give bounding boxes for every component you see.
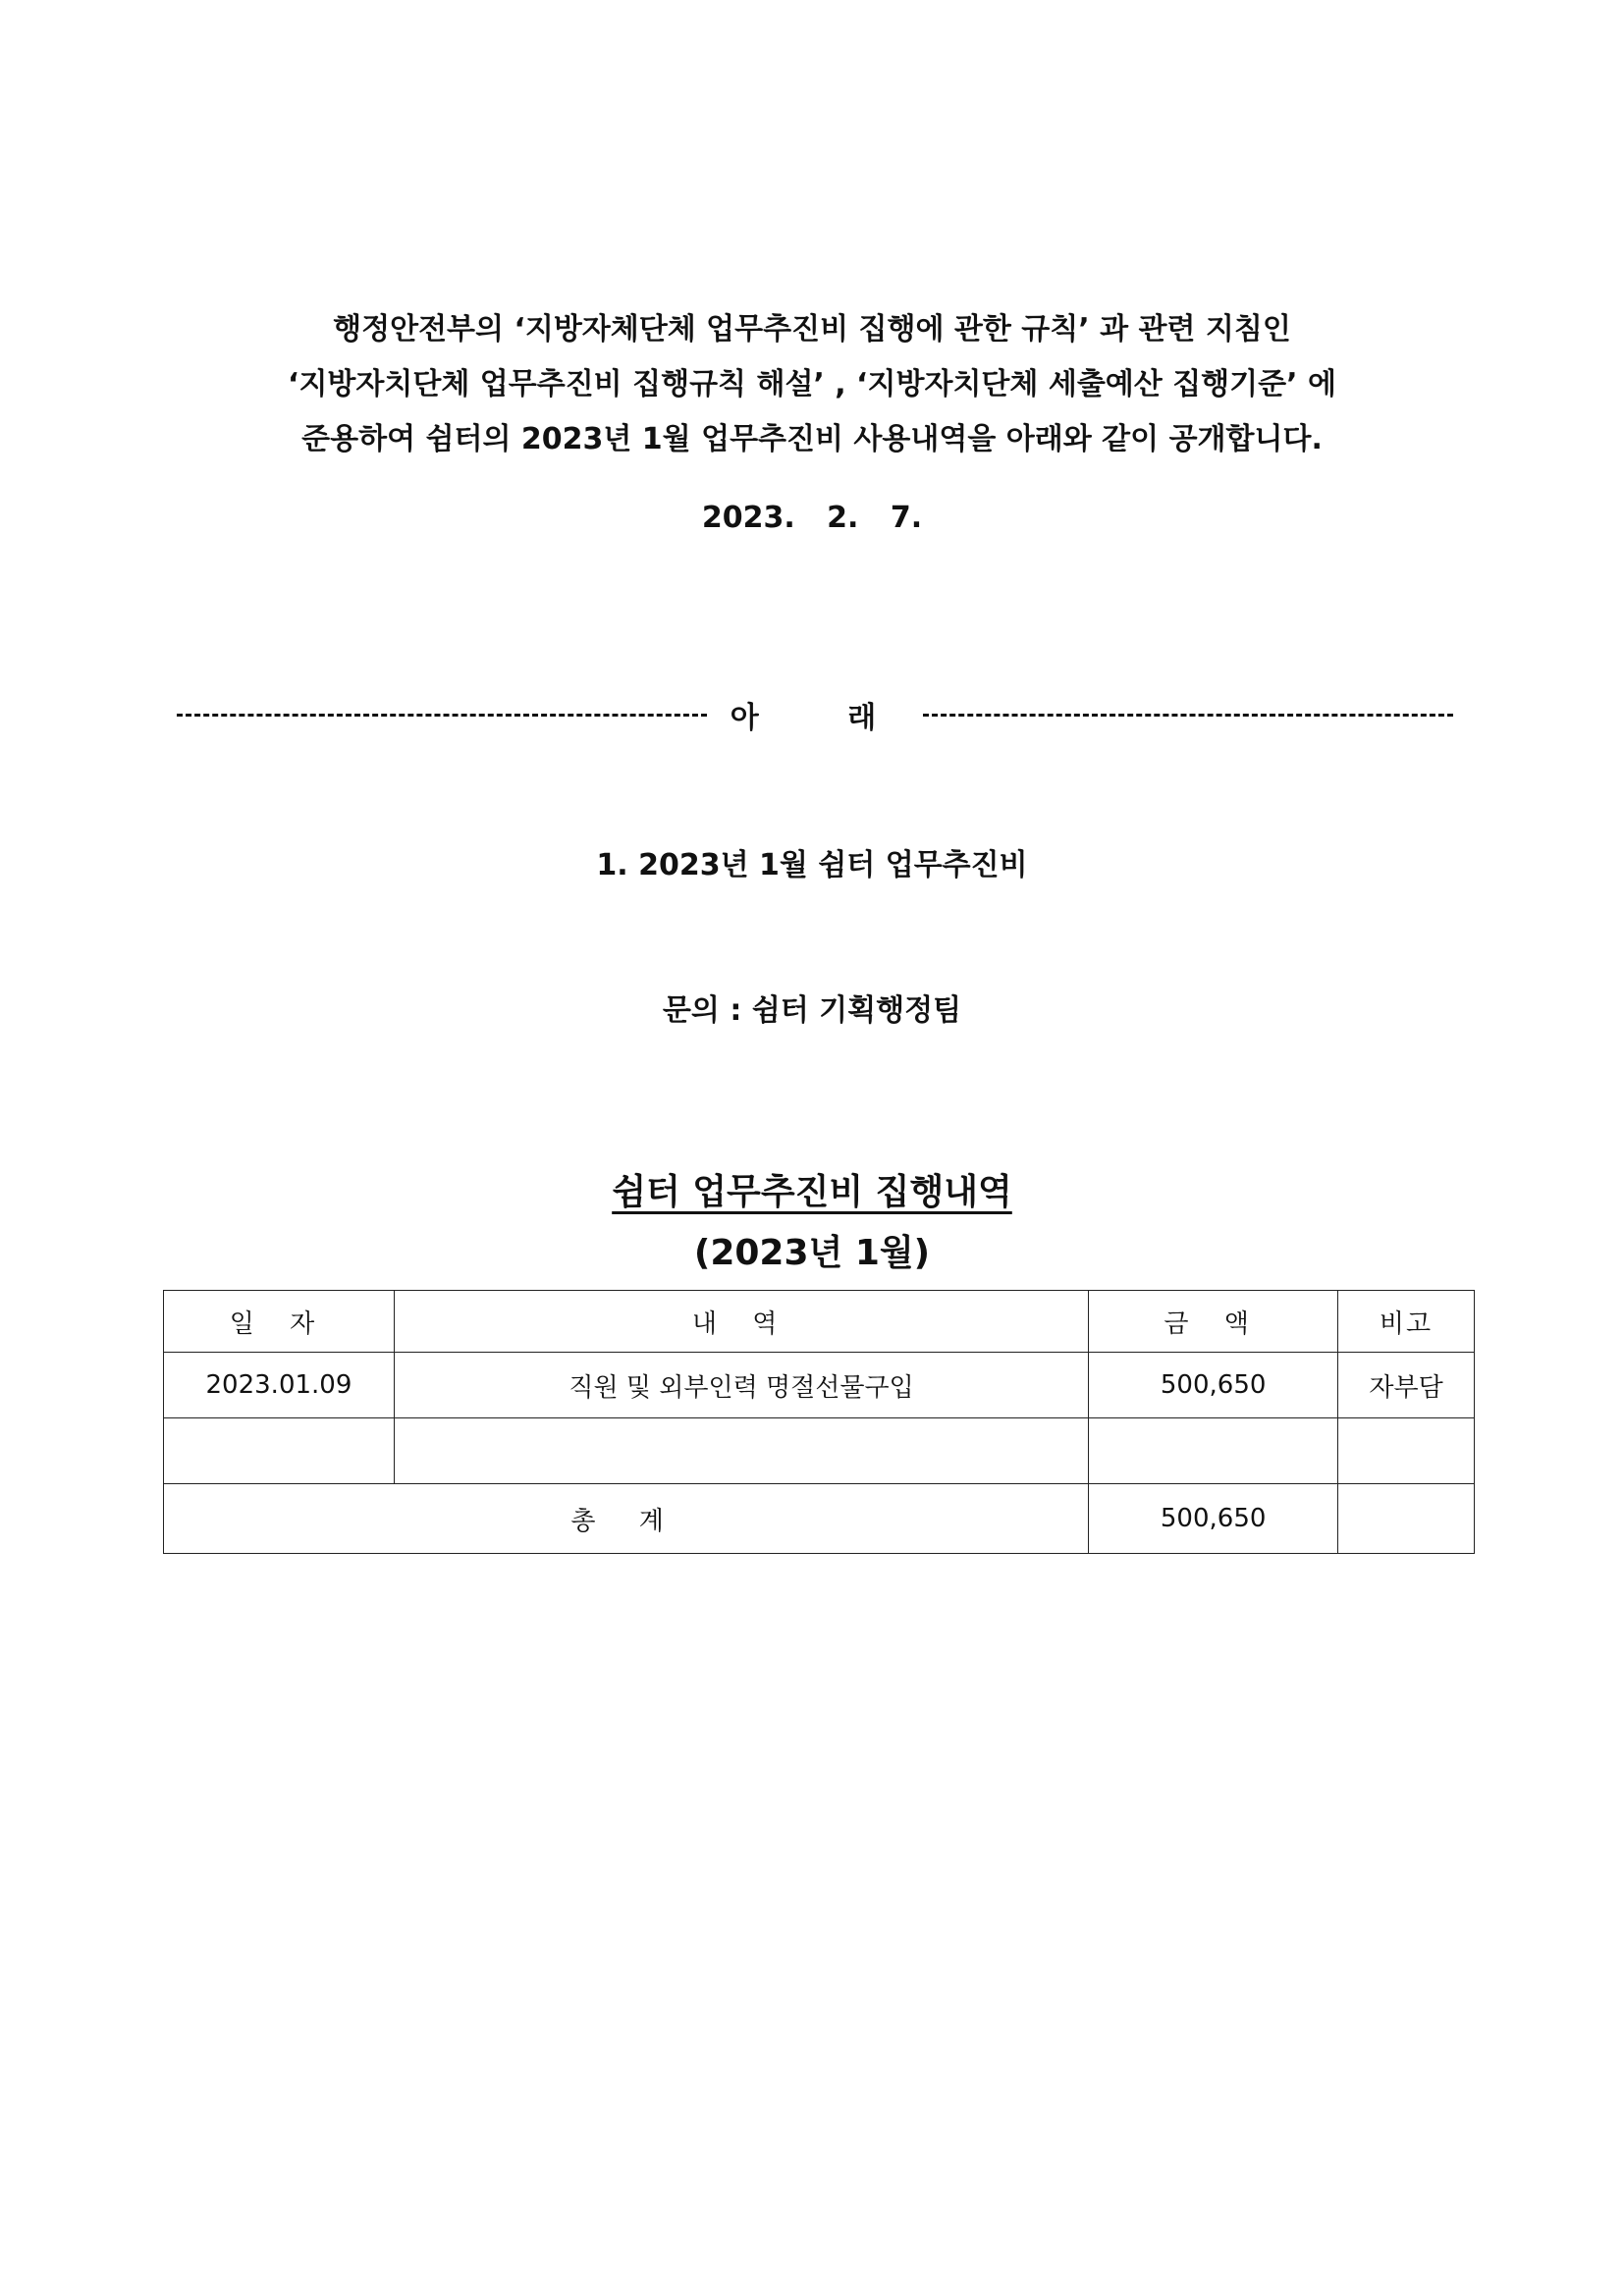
intro-line-3: 준용하여 쉼터의 2023년 1월 업무추진비 사용내역을 아래와 같이 공개합니다. bbox=[301, 422, 1323, 456]
table-row bbox=[164, 1353, 1475, 1418]
expense-table bbox=[163, 1290, 1475, 1554]
divider-dash-left bbox=[177, 714, 707, 717]
table-header-row bbox=[164, 1291, 1475, 1353]
announcement-date: 2023. 2. 7. bbox=[701, 501, 923, 535]
table-total-row bbox=[164, 1484, 1475, 1554]
table-subtitle: (2023년 1월) bbox=[693, 1233, 931, 1273]
total-note bbox=[1338, 1484, 1475, 1554]
cell-note bbox=[1338, 1418, 1475, 1484]
intro-paragraph bbox=[147, 302, 1477, 467]
table-row bbox=[164, 1418, 1475, 1484]
cell-date bbox=[164, 1418, 395, 1484]
cell-date: 2023.01.09 bbox=[164, 1353, 395, 1418]
total-label: 총 계 bbox=[164, 1484, 1089, 1554]
header-amount: 금 액 bbox=[1089, 1291, 1338, 1353]
divider-label: 아 래 bbox=[730, 701, 916, 735]
section-title: 1. 2023년 1월 쉼터 업무추진비 bbox=[596, 848, 1028, 882]
intro-line-2: ‘지방자치단체 업무추진비 집행규칙 해설’ , ‘지방자치단체 세출예산 집행기준’ 에 bbox=[288, 367, 1336, 401]
table-title bbox=[0, 1164, 1624, 1214]
table-title-text: 쉼터 업무추진비 집행내역 bbox=[612, 1172, 1012, 1212]
header-date: 일 자 bbox=[164, 1291, 395, 1353]
section-divider bbox=[177, 693, 1453, 736]
header-description: 내 역 bbox=[394, 1291, 1088, 1353]
cell-amount: 500,650 bbox=[1089, 1353, 1338, 1418]
contact-info: 문의 : 쉼터 기획행정팀 bbox=[662, 993, 962, 1028]
total-amount: 500,650 bbox=[1089, 1484, 1338, 1554]
cell-description bbox=[394, 1418, 1088, 1484]
cell-amount bbox=[1089, 1418, 1338, 1484]
cell-description: 직원 및 외부인력 명절선물구입 bbox=[394, 1353, 1088, 1418]
cell-note: 자부담 bbox=[1338, 1353, 1475, 1418]
intro-line-1: 행정안전부의 ‘지방자체단체 업무추진비 집행에 관한 규칙’ 과 관련 지침인 bbox=[333, 312, 1291, 347]
header-note: 비고 bbox=[1338, 1291, 1475, 1353]
divider-dash-right bbox=[923, 714, 1453, 717]
